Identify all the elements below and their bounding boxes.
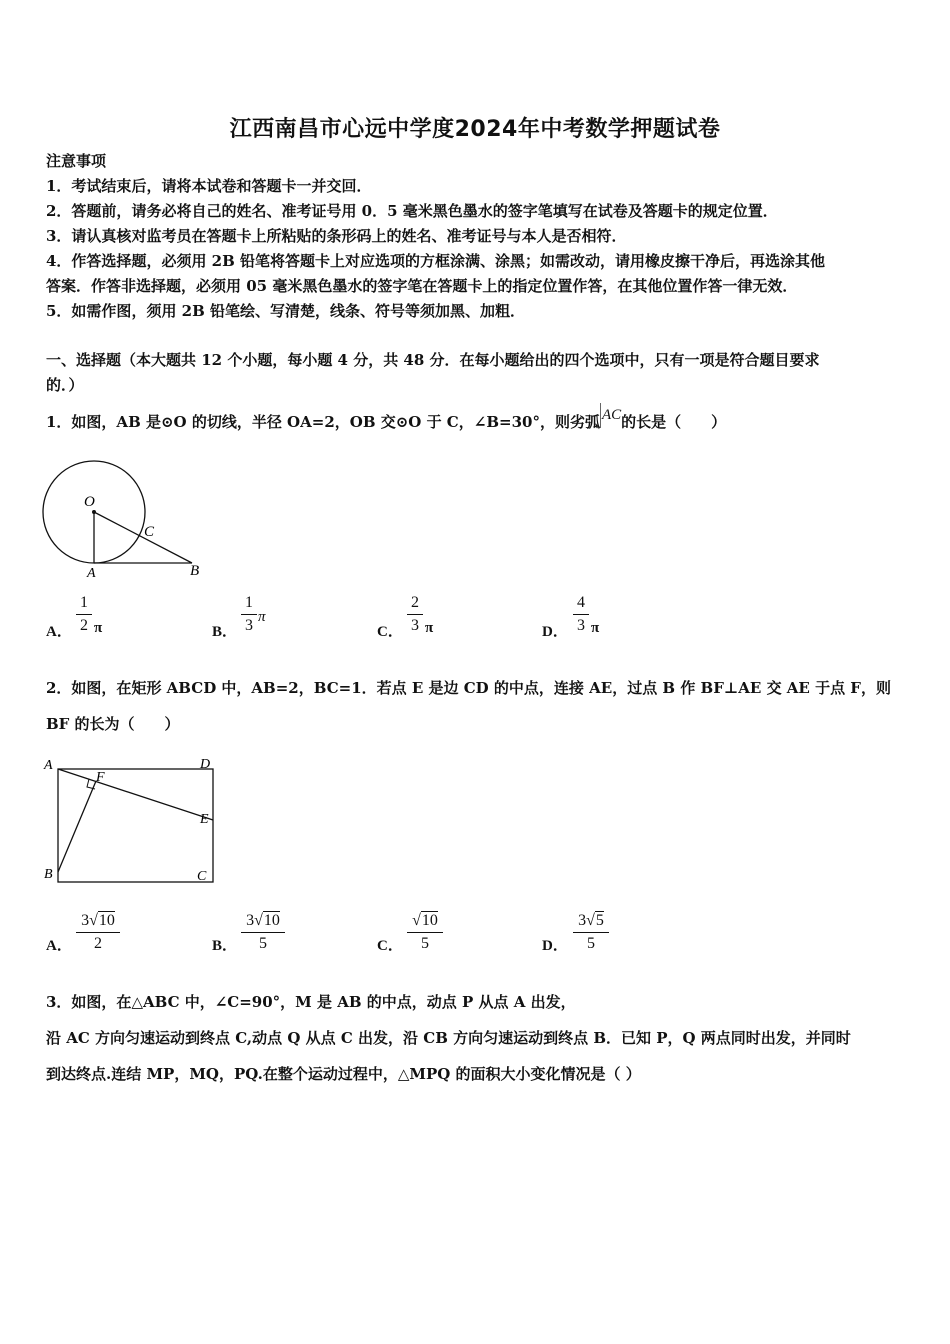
pi-symbol: π (425, 620, 434, 636)
label-b: B (190, 563, 200, 579)
label-c: C (144, 524, 155, 540)
pi-symbol: π (258, 609, 266, 625)
q1-option-d-fraction: 4 3 (573, 593, 589, 636)
q2-option-d-label[interactable]: D． (542, 938, 568, 954)
question-2-line2: BF 的长为（ ） (46, 715, 180, 733)
q1-option-a-label[interactable]: A． (46, 624, 72, 640)
arc-ac-symbol: AC (600, 403, 621, 428)
notice-item: 2．答题前，请务必将自己的姓名、准考证号用 0．5 毫米黑色墨水的签字笔填写在试卷及答题卡的规定位置． (46, 202, 778, 220)
q2-option-c-label[interactable]: C． (377, 938, 403, 954)
label-b: B (44, 867, 53, 882)
rectangle-abcd (58, 769, 213, 882)
pi-symbol: π (591, 620, 600, 636)
q1-option-a-fraction: 1 2 (76, 593, 92, 636)
page-title: 江西南昌市心远中学度2024年中考数学押题试卷 (229, 117, 721, 142)
label-a: A (87, 566, 96, 580)
q2-option-d-fraction: 3√5 5 (573, 911, 609, 954)
label-c: C (197, 869, 207, 884)
pi-symbol: π (94, 620, 103, 636)
notice-item: 答案．作答非选择题，必须用 05 毫米黑色墨水的签字笔在答题卡上的指定位置作答，在其他位置作答一律无效． (46, 277, 798, 295)
question-3-line2: 沿 AC 方向匀速运动到终点 C,动点 Q 从点 C 出发，沿 CB 方向匀速运动到终点 B．已知 P，Q 两点同时出发，并同时 (46, 1029, 851, 1047)
question-2-line1: 2．如图，在矩形 ABCD 中，AB=2，BC=1．若点 E 是边 CD 的中点，连接 AE，过点 B 作 BF⊥AE 交 AE 于点 F，则 (46, 679, 891, 697)
label-o: O (84, 494, 95, 510)
segment-ob (94, 512, 192, 563)
q1-option-c-fraction: 2 3 (407, 593, 423, 636)
q2-option-c-fraction: √10 5 (407, 911, 443, 954)
segment-bf (58, 781, 96, 872)
notice-item: 3．请认真核对监考员在答题卡上所粘贴的条形码上的姓名、准考证号与本人是否相符． (46, 227, 627, 245)
notice-heading: 注意事项 (46, 152, 107, 170)
q2-option-b-fraction: 3√10 5 (241, 911, 285, 954)
question-3-line1: 3．如图，在△ABC 中，∠C=90°，M 是 AB 的中点，动点 P 从点 A 出发， (46, 993, 576, 1011)
label-e: E (200, 812, 209, 827)
center-point (92, 510, 96, 514)
section-header-line1: 一、选择题（本大题共 12 个小题，每小题 4 分，共 48 分．在每小题给出的四个选项中，只有一项是符合题目要求 (46, 351, 820, 369)
q1-option-b-fraction: 1 3 (241, 593, 257, 636)
question-1-figure (40, 460, 210, 580)
notice-item: 4．作答选择题，必须用 2B 铅笔将答题卡上对应选项的方框涂满、涂黑；如需改动，请用橡皮擦干净后，再选涂其他 (46, 252, 826, 270)
q2-option-a-label[interactable]: A． (46, 938, 72, 954)
q1-option-c-label[interactable]: C． (377, 624, 403, 640)
question-2-figure (40, 752, 220, 887)
q2-option-a-fraction: 3√10 2 (76, 911, 120, 954)
q1-option-b-label[interactable]: B． (212, 624, 238, 640)
notice-item: 5．如需作图，须用 2B 铅笔绘、写清楚，线条、符号等须加黑、加粗． (46, 302, 525, 320)
question-1-text (46, 407, 727, 436)
q2-option-b-label[interactable]: B． (212, 938, 238, 954)
label-f: F (96, 770, 105, 785)
label-d: D (200, 757, 211, 772)
notice-item: 1．考试结束后，请将本试卷和答题卡一并交回． (46, 177, 372, 195)
q1-option-d-label[interactable]: D． (542, 624, 568, 640)
question-1-ending: 的长是（ ） (621, 413, 727, 431)
segment-ae (58, 769, 213, 820)
question-3-line3: 到达终点.连结 MP，MQ，PQ.在整个运动过程中，△MPQ 的面积大小变化情况是（ ） (46, 1065, 641, 1083)
label-a: A (44, 758, 53, 773)
section-header-line2: 的．） (46, 376, 84, 394)
question-1-stem: 1．如图，AB 是⊙O 的切线，半径 OA=2，OB 交⊙O 于 C，∠B=30°，则劣弧 (46, 413, 600, 431)
